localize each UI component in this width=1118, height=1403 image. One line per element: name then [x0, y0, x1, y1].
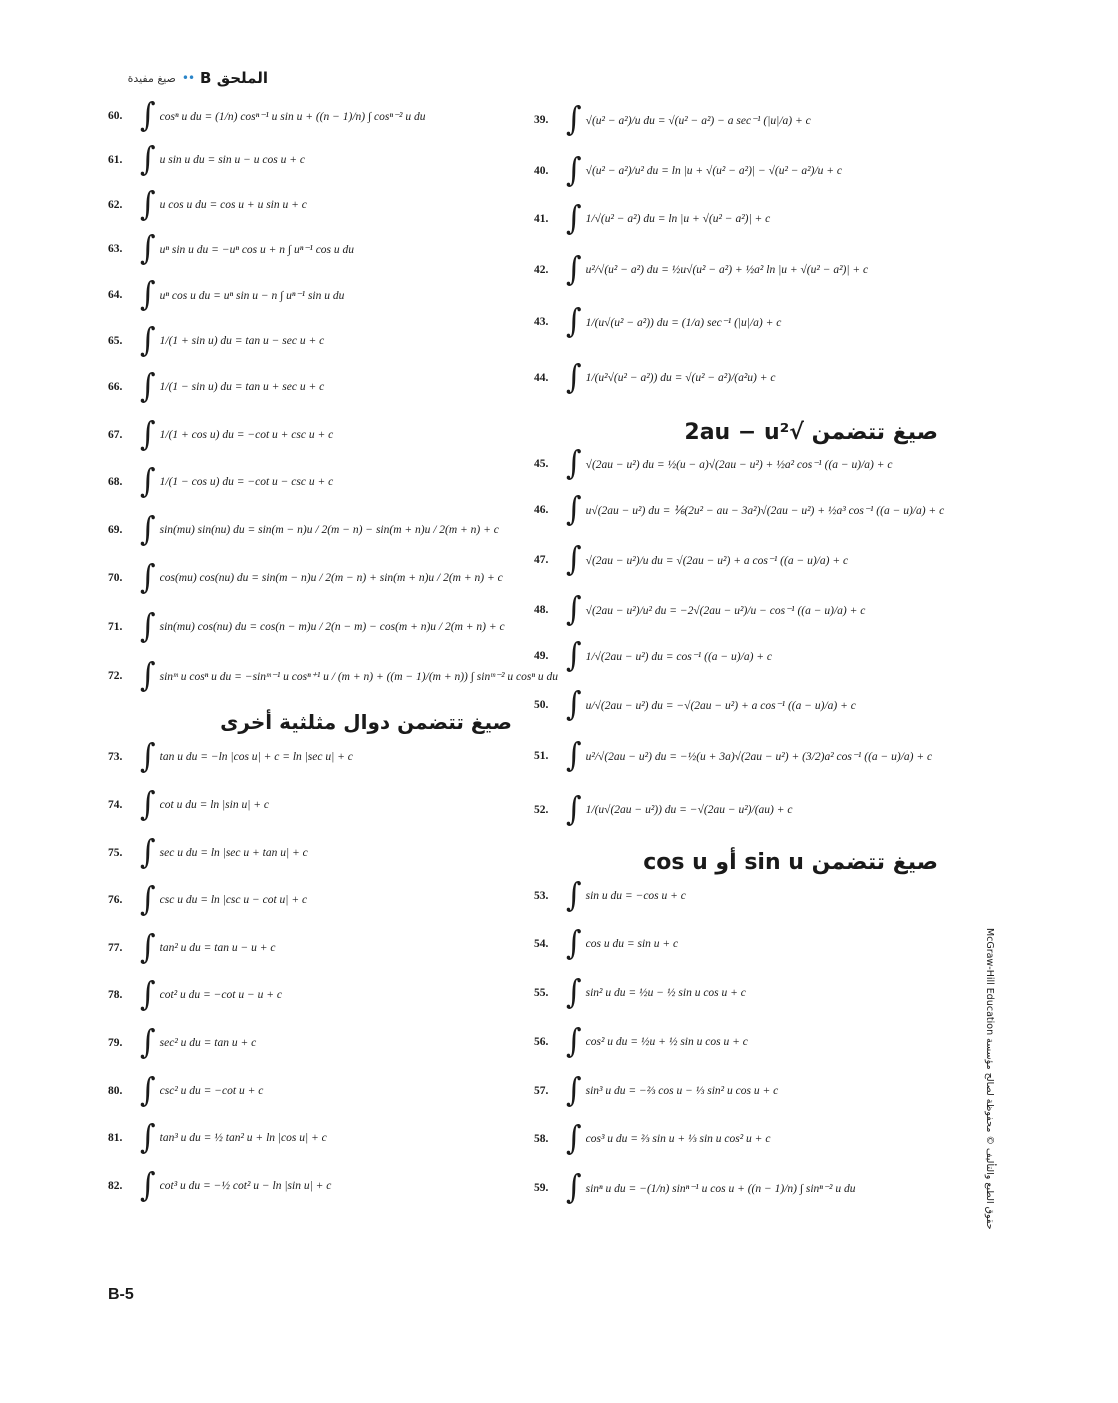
formula-number: 60.	[108, 110, 123, 122]
formula-number: 57.	[534, 1085, 549, 1097]
integral-sign: ∫	[566, 302, 582, 341]
formula-expression: u²/√(u² − a²) du = ½u√(u² − a²) + ½a² ln |u + √(u² − a²)| + c	[585, 264, 869, 276]
formula-expression: cos(mu) cos(nu) du = sin(m − n)u / 2(m − n) + sin(m + n)u / 2(m + n) + c	[159, 572, 503, 584]
section-title-sin-cos: صيغ تتضمن sin u أو cos u	[643, 850, 938, 875]
integral-sign: ∫	[566, 790, 582, 829]
formula-number: 74.	[108, 799, 123, 811]
integral-sign: ∫	[566, 636, 582, 675]
formula-expression: cot u du = ln |sin u| + c	[159, 799, 270, 811]
formula-expression: √(2au − u²)/u du = √(2au − u²) + a cos⁻¹ ((a − u)/a) + c	[585, 555, 849, 567]
formula-expression: tan u du = −ln |cos u| + c = ln |sec u| + c	[159, 751, 353, 763]
formula-number: 55.	[534, 987, 549, 999]
formula-expression: csc u du = ln |csc u − cot u| + c	[159, 894, 308, 906]
formula-number: 42.	[534, 264, 549, 276]
section-title-sqrt-2au: صيغ تتضمن √2au − u²	[684, 420, 938, 445]
integral-sign: ∫	[566, 100, 582, 139]
formula-46	[534, 490, 944, 530]
formula-expression: sec u du = ln |sec u + tan u| + c	[159, 847, 308, 859]
formula-64	[108, 275, 344, 315]
integral-sign: ∫	[140, 140, 156, 179]
formula-63	[108, 229, 354, 269]
formula-expression: sin(mu) cos(nu) du = cos(n − m)u / 2(n − m) − cos(m + n)u / 2(m + n) + c	[159, 621, 505, 633]
formula-expression: 1/(1 − sin u) du = tan u + sec u + c	[159, 381, 325, 393]
formula-number: 66.	[108, 381, 123, 393]
formula-number: 46.	[534, 504, 549, 516]
formula-62	[108, 185, 307, 225]
integral-sign: ∫	[566, 358, 582, 397]
formula-74	[108, 785, 269, 825]
formula-expression: sinⁿ u du = −(1/n) sinⁿ⁻¹ u cos u + ((n − 1)/n) ∫ sinⁿ⁻² u du	[585, 1183, 856, 1195]
formula-number: 45.	[534, 458, 549, 470]
formula-67	[108, 415, 333, 455]
formula-expression: cot² u du = −cot u − u + c	[159, 989, 282, 1001]
formula-39	[534, 100, 811, 140]
integral-sign: ∫	[566, 736, 582, 775]
integral-sign: ∫	[140, 1023, 156, 1062]
formula-59	[534, 1168, 855, 1208]
formula-expression: u√(2au − u²) du = ⅙(2u² − au − 3a²)√(2au − u²) + ½a³ cos⁻¹ ((a − u)/a) + c	[585, 505, 945, 517]
integral-sign: ∫	[140, 975, 156, 1014]
formula-number: 49.	[534, 650, 549, 662]
formula-76	[108, 880, 307, 920]
integral-sign: ∫	[140, 229, 156, 268]
formula-number: 51.	[534, 750, 549, 762]
formula-number: 43.	[534, 316, 549, 328]
integral-sign: ∫	[140, 833, 156, 872]
formula-expression: √(2au − u²)/u² du = −2√(2au − u²)/u − cos⁻¹ ((a − u)/a) + c	[585, 605, 866, 617]
integral-sign: ∫	[566, 151, 582, 190]
integral-sign: ∫	[140, 1118, 156, 1157]
formula-number: 39.	[534, 114, 549, 126]
formula-56	[534, 1022, 748, 1062]
formula-number: 79.	[108, 1037, 123, 1049]
formula-expression: √(u² − a²)/u du = √(u² − a²) − a sec⁻¹ (|u|/a) + c	[585, 115, 811, 127]
integral-sign: ∫	[140, 928, 156, 967]
formula-expression: cot³ u du = −½ cot² u − ln |sin u| + c	[159, 1180, 332, 1192]
formula-number: 69.	[108, 524, 123, 536]
formula-51	[534, 736, 932, 776]
integral-sign: ∫	[140, 367, 156, 406]
formula-54	[534, 924, 678, 964]
formula-number: 65.	[108, 335, 123, 347]
integral-sign: ∫	[566, 199, 582, 238]
integral-sign: ∫	[140, 558, 156, 597]
formula-expression: 1/(1 + cos u) du = −cot u + csc u + c	[159, 429, 334, 441]
formula-expression: tan³ u du = ½ tan² u + ln |cos u| + c	[159, 1132, 327, 1144]
formula-expression: √(2au − u²) du = ½(u − a)√(2au − u²) + ½a² cos⁻¹ ((a − u)/a) + c	[585, 459, 893, 471]
formula-42	[534, 250, 868, 290]
integral-sign: ∫	[140, 275, 156, 314]
formula-number: 47.	[534, 554, 549, 566]
integral-sign: ∫	[566, 1071, 582, 1110]
formula-number: 78.	[108, 989, 123, 1001]
formula-number: 59.	[534, 1182, 549, 1194]
formula-expression: u cos u du = cos u + u sin u + c	[159, 199, 307, 211]
formula-expression: cos² u du = ½u + ½ sin u cos u + c	[585, 1036, 748, 1048]
formula-71	[108, 607, 505, 647]
formula-number: 80.	[108, 1085, 123, 1097]
formula-number: 64.	[108, 289, 123, 301]
formula-65	[108, 321, 324, 361]
integral-sign: ∫	[140, 415, 156, 454]
formula-73	[108, 737, 353, 777]
formula-77	[108, 928, 276, 968]
formula-number: 72.	[108, 670, 123, 682]
formula-expression: tan² u du = tan u − u + c	[159, 942, 276, 954]
formula-66	[108, 367, 324, 407]
formula-number: 40.	[534, 165, 549, 177]
integral-sign: ∫	[566, 444, 582, 483]
page-number: B-5	[108, 1286, 134, 1303]
header-subtitle: صيغ مفيدة	[127, 71, 176, 85]
formula-expression: uⁿ sin u du = −uⁿ cos u + n ∫ uⁿ⁻¹ cos u du	[159, 244, 355, 256]
integral-sign: ∫	[140, 656, 156, 695]
formula-expression: cos u du = sin u + c	[585, 938, 679, 950]
formula-69	[108, 510, 499, 550]
formula-number: 82.	[108, 1180, 123, 1192]
integral-sign: ∫	[566, 540, 582, 579]
formula-expression: u/√(2au − u²) du = −√(2au − u²) + a cos⁻¹ ((a − u)/a) + c	[585, 700, 856, 712]
formula-expression: sec² u du = tan u + c	[159, 1037, 257, 1049]
formula-number: 75.	[108, 847, 123, 859]
integral-sign: ∫	[566, 1168, 582, 1207]
formula-49	[534, 636, 772, 676]
formula-expression: sin u du = −cos u + c	[585, 890, 686, 902]
integral-sign: ∫	[140, 185, 156, 224]
formula-expression: cos³ u du = ⅔ sin u + ⅓ sin u cos² u + c	[585, 1133, 771, 1145]
integral-sign: ∫	[140, 510, 156, 549]
formula-expression: sinᵐ u cosⁿ u du = −sinᵐ⁻¹ u cosⁿ⁺¹ u / (m + n) + ((m − 1)/(m + n)) ∫ sinᵐ⁻² u cosⁿ u du	[159, 671, 558, 683]
formula-number: 76.	[108, 894, 123, 906]
formula-expression: u sin u du = sin u − u cos u + c	[159, 154, 305, 166]
integral-sign: ∫	[566, 250, 582, 289]
formula-expression: 1/(1 + sin u) du = tan u − sec u + c	[159, 335, 325, 347]
integral-sign: ∫	[566, 590, 582, 629]
integral-sign: ∫	[140, 880, 156, 919]
section-title-other-trig: صيغ تتضمن دوال مثلثية أخرى	[220, 710, 512, 734]
formula-expression: sin³ u du = −⅔ cos u − ⅓ sin² u cos u + c	[585, 1085, 779, 1097]
bullet-dots: ••	[181, 71, 195, 85]
formula-number: 77.	[108, 942, 123, 954]
formula-79	[108, 1023, 256, 1063]
formula-expression: sin(mu) sin(nu) du = sin(m − n)u / 2(m − n) − sin(m + n)u / 2(m + n) + c	[159, 524, 499, 536]
integral-sign: ∫	[566, 924, 582, 963]
page-header	[108, 66, 268, 90]
copyright-side-text: حقوق الطبع والتأليف © محفوظة لصالح مؤسسة McGraw-Hill Education	[984, 928, 995, 1230]
formula-number: 63.	[108, 243, 123, 255]
formula-75	[108, 833, 308, 873]
formula-number: 73.	[108, 751, 123, 763]
integral-sign: ∫	[140, 1071, 156, 1110]
integral-sign: ∫	[566, 685, 582, 724]
formula-number: 54.	[534, 938, 549, 950]
integral-sign: ∫	[566, 973, 582, 1012]
formula-number: 67.	[108, 429, 123, 441]
formula-57	[534, 1071, 778, 1111]
formula-48	[534, 590, 865, 630]
formula-number: 56.	[534, 1036, 549, 1048]
integral-sign: ∫	[140, 321, 156, 360]
integral-sign: ∫	[140, 96, 156, 135]
appendix-label: الملحق B	[200, 69, 268, 87]
formula-number: 62.	[108, 199, 123, 211]
formula-expression: 1/√(2au − u²) du = cos⁻¹ ((a − u)/a) + c	[585, 651, 773, 663]
integral-sign: ∫	[140, 785, 156, 824]
formula-expression: 1/(1 − cos u) du = −cot u − csc u + c	[159, 476, 334, 488]
integral-sign: ∫	[140, 607, 156, 646]
formula-expression: 1/(u√(2au − u²)) du = −√(2au − u²)/(au) + c	[585, 804, 793, 816]
formula-number: 61.	[108, 154, 123, 166]
formula-number: 41.	[534, 213, 549, 225]
integral-sign: ∫	[566, 1022, 582, 1061]
formula-55	[534, 973, 746, 1013]
formula-number: 68.	[108, 476, 123, 488]
formula-78	[108, 975, 282, 1015]
formula-58	[534, 1119, 770, 1159]
formula-81	[108, 1118, 327, 1158]
formula-expression: 1/(u²√(u² − a²)) du = √(u² − a²)/(a²u) + c	[585, 372, 776, 384]
formula-50	[534, 685, 856, 725]
formula-expression: uⁿ cos u du = uⁿ sin u − n ∫ uⁿ⁻¹ sin u du	[159, 290, 345, 302]
integral-sign: ∫	[140, 1166, 156, 1205]
formula-expression: cosⁿ u du = (1/n) cosⁿ⁻¹ u sin u + ((n − 1)/n) ∫ cosⁿ⁻² u du	[159, 111, 426, 123]
formula-72	[108, 656, 558, 696]
formula-expression: √(u² − a²)/u² du = ln |u + √(u² − a²)| − √(u² − a²)/u + c	[585, 165, 843, 177]
formula-number: 53.	[534, 890, 549, 902]
formula-82	[108, 1166, 331, 1206]
formula-40	[534, 151, 842, 191]
formula-number: 71.	[108, 621, 123, 633]
integral-sign: ∫	[566, 490, 582, 529]
formula-number: 81.	[108, 1132, 123, 1144]
formula-44	[534, 358, 776, 398]
formula-number: 58.	[534, 1133, 549, 1145]
formula-43	[534, 302, 781, 342]
formula-number: 70.	[108, 572, 123, 584]
formula-47	[534, 540, 848, 580]
formula-60	[108, 96, 426, 136]
formula-expression: csc² u du = −cot u + c	[159, 1085, 264, 1097]
formula-expression: 1/(u√(u² − a²)) du = (1/a) sec⁻¹ (|u|/a) + c	[585, 317, 782, 329]
formula-45	[534, 444, 893, 484]
integral-sign: ∫	[140, 737, 156, 776]
formula-expression: 1/√(u² − a²) du = ln |u + √(u² − a²)| + c	[585, 213, 771, 225]
integral-sign: ∫	[566, 876, 582, 915]
integral-sign: ∫	[140, 462, 156, 501]
formula-80	[108, 1071, 263, 1111]
formula-number: 48.	[534, 604, 549, 616]
integral-sign: ∫	[566, 1119, 582, 1158]
formula-expression: u²/√(2au − u²) du = −½(u + 3a)√(2au − u²) + (3/2)a² cos⁻¹ ((a − u)/a) + c	[585, 751, 933, 763]
formula-53	[534, 876, 686, 916]
formula-68	[108, 462, 333, 502]
formula-number: 52.	[534, 804, 549, 816]
formula-61	[108, 140, 305, 180]
formula-41	[534, 199, 770, 239]
formula-expression: sin² u du = ½u − ½ sin u cos u + c	[585, 987, 746, 999]
formula-number: 50.	[534, 699, 549, 711]
formula-52	[534, 790, 792, 830]
formula-number: 44.	[534, 372, 549, 384]
formula-70	[108, 558, 503, 598]
